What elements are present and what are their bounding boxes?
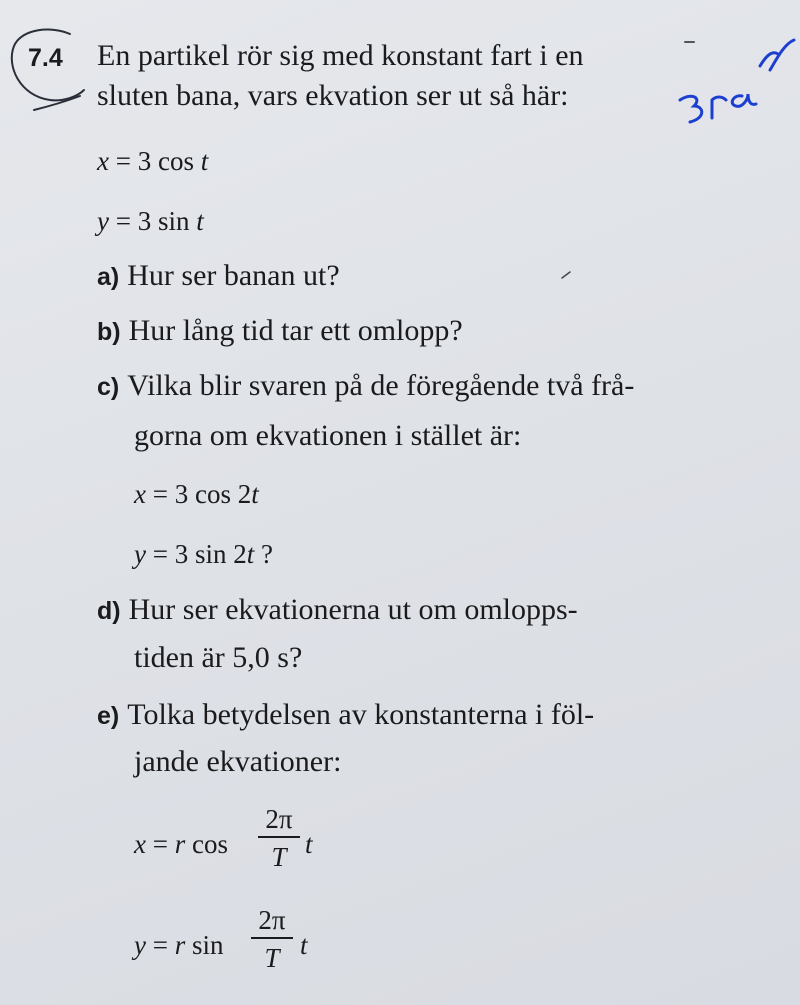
c-eq-y-lhs: y xyxy=(134,539,146,569)
pencil-mark-icon xyxy=(562,272,570,278)
e-eq-x-var: t xyxy=(305,829,313,859)
e-eq-x-r: r xyxy=(174,829,186,859)
c-eq-y-tail: ? xyxy=(254,539,273,569)
e-eq-y-numerator: 2π xyxy=(258,905,286,935)
part-c-equation-x xyxy=(134,478,259,510)
part-e-line-1 xyxy=(97,697,594,734)
eq-y-var: t xyxy=(196,206,204,236)
e-eq-y-fraction-bar xyxy=(251,937,293,939)
part-d-text-2: tiden är 5,0 s? xyxy=(134,641,303,674)
part-a-text: Hur ser banan ut? xyxy=(127,259,340,292)
e-eq-y-var: t xyxy=(300,930,308,960)
part-a-label: a) xyxy=(97,263,120,291)
c-eq-y-rhs: = 3 sin 2 xyxy=(145,539,247,569)
c-eq-x-lhs: x xyxy=(134,479,146,509)
problem-number xyxy=(28,40,63,76)
part-b xyxy=(97,313,463,350)
e-eq-x-numerator: 2π xyxy=(265,804,293,834)
equation-x xyxy=(97,145,208,177)
part-d-text-1: Hur ser ekvationerna ut om omlopps- xyxy=(128,593,578,626)
c-eq-x-rhs: = 3 cos 2 xyxy=(145,479,252,509)
part-c-text-1: Vilka blir svaren på de föregående två frå- xyxy=(127,369,635,402)
equation-y xyxy=(97,205,204,237)
part-b-text: Hur lång tid tar ett omlopp? xyxy=(128,314,463,347)
e-eq-x-lhs: x xyxy=(134,829,146,859)
blue-handwriting-a-icon xyxy=(732,94,756,106)
part-d-label: d) xyxy=(97,597,121,625)
problem-number-text: 7.4 xyxy=(28,44,63,72)
e-eq-y-r: r xyxy=(174,930,186,960)
e-eq-y-fraction xyxy=(251,905,293,973)
e-eq-y-mid: = xyxy=(145,930,175,960)
part-c-line-2 xyxy=(134,418,521,454)
intro-line-1 xyxy=(97,38,584,74)
intro-text-1: En partikel rör sig med konstant fart i en xyxy=(97,39,584,72)
part-e-text-1: Tolka betydelsen av konstanterna i föl- xyxy=(127,698,595,731)
e-eq-x-fn: cos xyxy=(185,829,228,859)
e-eq-x-var-wrap xyxy=(305,828,313,860)
part-e-equation-x xyxy=(134,828,228,860)
part-e-line-2 xyxy=(134,744,341,780)
part-a xyxy=(97,258,340,295)
e-eq-x-fraction xyxy=(258,804,300,872)
c-eq-y-var: t xyxy=(246,539,255,569)
e-eq-y-fn: sin xyxy=(185,930,224,960)
part-c-label: c) xyxy=(97,373,120,401)
eq-x-var: t xyxy=(200,146,209,176)
part-c-equation-y xyxy=(134,538,273,570)
hand-tick-icon xyxy=(34,96,80,110)
blue-handwriting-3-icon xyxy=(680,96,702,122)
part-d-line-2 xyxy=(134,640,302,676)
e-eq-x-denominator: T xyxy=(271,842,287,872)
part-e-label: e) xyxy=(97,702,120,730)
eq-x-lhs: x xyxy=(97,146,109,176)
part-b-label: b) xyxy=(97,318,121,346)
part-e-equation-y xyxy=(134,929,224,961)
eq-y-rhs: = 3 sin xyxy=(108,206,197,236)
e-eq-y-lhs: y xyxy=(134,930,146,960)
eq-y-lhs: y xyxy=(97,206,109,236)
part-e-text-2: jande ekvationer: xyxy=(134,745,342,778)
eq-x-rhs: = 3 cos xyxy=(108,146,201,176)
c-eq-x-var: t xyxy=(251,479,259,509)
e-eq-y-denominator: T xyxy=(264,943,280,973)
part-c-text-2: gorna om ekvationen i stället är: xyxy=(134,419,522,452)
e-eq-y-var-wrap xyxy=(300,929,308,961)
e-eq-x-mid: = xyxy=(145,829,175,859)
intro-line-2 xyxy=(97,78,569,114)
e-eq-x-fraction-bar xyxy=(258,836,300,838)
blue-scribble-icon xyxy=(760,40,794,70)
part-c-line-1 xyxy=(97,368,634,405)
blue-handwriting-r-icon xyxy=(712,97,726,118)
intro-text-2: sluten bana, vars ekvation ser ut så här: xyxy=(97,79,569,112)
part-d-line-1 xyxy=(97,592,578,629)
